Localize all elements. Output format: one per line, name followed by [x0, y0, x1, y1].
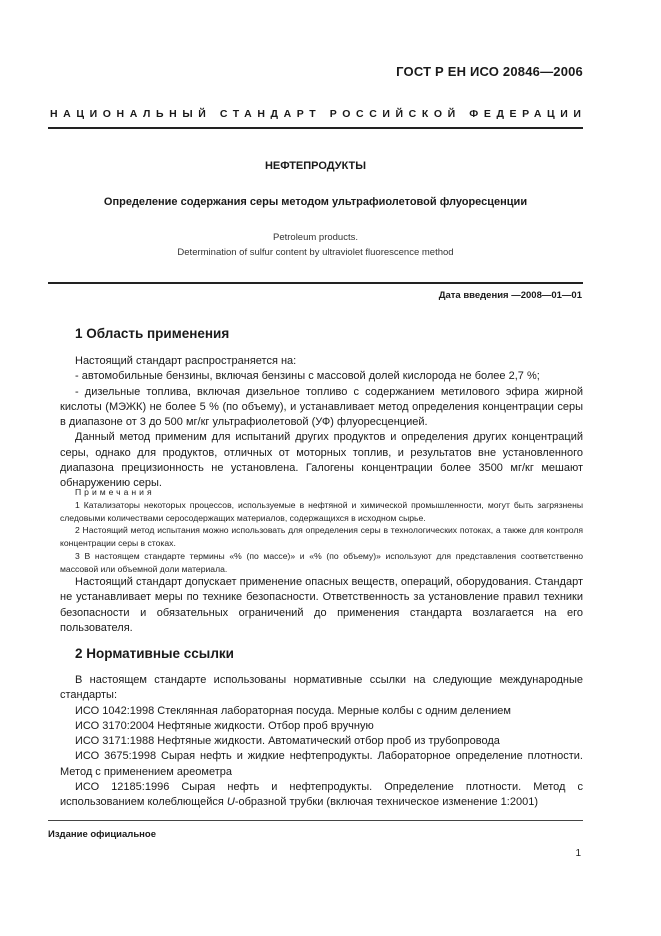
paragraph: - автомобильные бензины, включая бензины с массовой долей кислорода не более 2,7 %; — [75, 370, 540, 383]
english-title-line-2: Determination of sulfur content by ultraviolet fluorescence method — [177, 247, 454, 258]
national-standard-banner: НАЦИОНАЛЬНЫЙ СТАНДАРТ РОССИЙСКОЙ ФЕДЕРАЦИИ — [50, 108, 587, 120]
english-title — [48, 230, 583, 260]
section-2-body — [60, 673, 583, 811]
safety-paragraph — [60, 575, 583, 636]
paragraph: Настоящий стандарт распространяется на: — [75, 355, 297, 367]
note-1: 1 Катализаторы некоторых процессов, используемые в нефтяной и химической промышленности, могут быть загрязнены следовыми количествами серосодержащих материалов, содержащихся в исходном сырье. — [60, 499, 583, 523]
section-1-body — [60, 354, 583, 492]
reference-code: ИСО 3170:2004 — [75, 719, 155, 732]
paragraph: Настоящий стандарт допускает применение опасных веществ, операций, оборудования. Стандарт не устанавливает меры по технике безопасности. Ответственность за установление правил техники безопасности и обязательных ограничений до применения стандарта возлагается на его пользователя. — [60, 576, 583, 634]
paragraph: Данный метод применим для испытаний других продуктов и определения других концентраций серы, однако для продуктов, отличных от моторных топлив, и результатов вне установленного диапазона прецизионность не установлена. Галогены концентрации более 3500 мг/кг мешают обнаружению серы. — [60, 431, 583, 490]
notes-heading: Примечания — [75, 487, 155, 497]
reference-item — [60, 719, 583, 734]
section-2-heading: 2 Нормативные ссылки — [75, 646, 234, 661]
section-1-heading: 1 Область применения — [75, 326, 230, 341]
reference-title-italic: U — [226, 796, 235, 809]
paragraph: - дизельные топлива, включая дизельное топливо с содержанием метилового эфира жирной кислоты (МЭЖК) не более 5 % (по объему), и устанавливает метод определения концентрации серы в диапазоне от 3 до 500 мг/кг ультрафиолетовой (УФ) флуоресценцией. — [60, 385, 583, 429]
reference-item — [60, 780, 583, 811]
notes-block — [60, 486, 583, 576]
document-subtitle: Определение содержания серы методом ультрафиолетовой флуоресценции — [103, 196, 528, 208]
document-title: НЕФТЕПРОДУКТЫ — [264, 160, 367, 172]
reference-code: ИСО 12185:1996 — [75, 781, 170, 794]
reference-item — [60, 704, 583, 719]
reference-code: ИСО 3171:1988 — [75, 735, 155, 748]
reference-title: Стеклянная лабораторная посуда. Мерные колбы с одним делением — [157, 704, 511, 717]
title-divider — [48, 282, 583, 284]
english-title-line-1: Petroleum products. — [272, 232, 358, 243]
reference-code: ИСО 1042:1998 — [75, 704, 155, 717]
page-number: 1 — [575, 848, 581, 859]
reference-item — [60, 749, 583, 780]
edition-label: Издание официальное — [48, 829, 156, 840]
reference-title: Сырая нефть и жидкие нефтепродукты. Лабораторное определение плотности. Метод с применением ареометра — [60, 750, 583, 778]
reference-title: Нефтяные жидкости. Автоматический отбор проб из трубопровода — [157, 735, 500, 748]
reference-list — [60, 704, 583, 780]
reference-code: ИСО 3675:1998 — [75, 750, 157, 763]
reference-title-part: Сырая нефть и нефтепродукты. Определение плотности. Метод с использованием колеблющейся — [60, 781, 583, 809]
references-intro: В настоящем стандарте использованы нормативные ссылки на следующие международные стандарты: — [60, 674, 583, 702]
note-2: 2 Настоящий метод испытания можно использовать для определения серы в технологических потоках, а также для контроля концентрации серы в стоках. — [60, 525, 583, 549]
reference-title: Нефтяные жидкости. Отбор проб вручную — [157, 719, 374, 732]
footer-divider — [48, 820, 583, 821]
reference-item — [60, 734, 583, 749]
note-3: 3 В настоящем стандарте термины «% (по массе)» и «% (по объему)» используют для представления соответственно массовой или объемной доли материала. — [60, 550, 583, 574]
document-code: ГОСТ Р ЕН ИСО 20846—2006 — [396, 64, 583, 79]
introduction-date: Дата введения —2008—01—01 — [438, 290, 582, 301]
reference-title-part: -образной трубки (включая техническое изменение 1:2001) — [234, 796, 538, 809]
header-divider — [48, 127, 583, 129]
